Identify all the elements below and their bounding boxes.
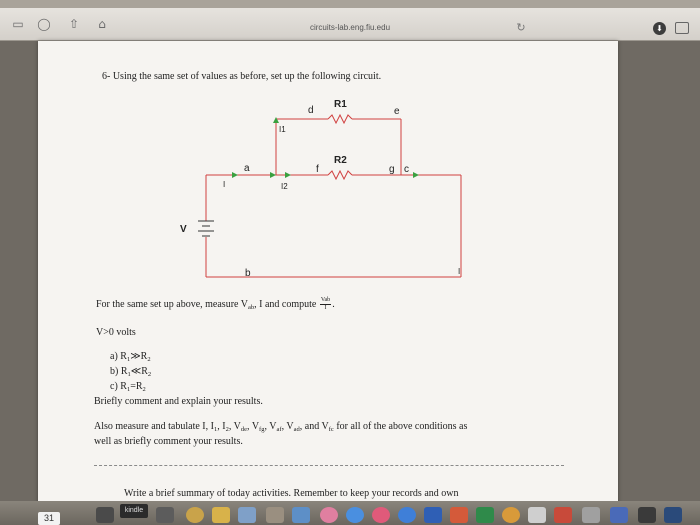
reload-icon[interactable]: ↻ [516, 21, 526, 34]
address-bar[interactable]: circuits-lab.eng.fiu.edu [309, 23, 391, 32]
sidebar-icon[interactable]: ▭ [12, 17, 24, 31]
label-i-bottom: I [458, 267, 461, 276]
resistor-r2-zigzag [328, 171, 352, 179]
question-heading: 6- Using the same set of values as before, set up the following circuit. [102, 71, 382, 82]
label-i2: I2 [281, 182, 288, 191]
circuit-diagram [38, 41, 618, 291]
tabs-overview-icon[interactable] [675, 22, 689, 34]
label-g: g [389, 164, 395, 175]
kindle-dock-icon[interactable]: kindle [120, 504, 148, 518]
tabulate-instruction-line1: Also measure and tabulate I, $I_1$, $I_2$, $V_{de}$, $V_{fg}$, $V_{af}$, $V_{ad}$, and $V_{fc}$ for all of the above conditions as [94, 421, 468, 433]
label-r2: R2 [334, 155, 347, 166]
label-v: V [180, 224, 187, 235]
arrow-i1 [273, 117, 279, 123]
app-dock-icon-2[interactable] [212, 507, 230, 523]
share-icon[interactable]: ⇧ [68, 17, 80, 31]
app-dock-icon-10[interactable] [582, 507, 600, 523]
label-i1: I1 [279, 125, 286, 134]
arrow-i [232, 172, 238, 178]
music-dock-icon[interactable] [372, 507, 390, 523]
app-dock-icon-12[interactable] [638, 507, 656, 523]
label-r1: R1 [334, 99, 347, 110]
photos-dock-icon[interactable] [186, 507, 204, 523]
label-a: a [244, 163, 250, 174]
summary-instruction: Write a brief summary of today activities. Remember to keep your records and own [124, 488, 459, 499]
voltage-condition: V>0 volts [96, 327, 136, 338]
app-dock-icon-6[interactable] [320, 507, 338, 523]
browser-toolbar [0, 8, 700, 41]
label-e: e [394, 106, 400, 117]
arrow-a [270, 172, 276, 178]
arrow-i2 [285, 172, 291, 178]
battery-symbol [198, 221, 214, 236]
menu-bar-strip [0, 0, 700, 8]
terminal-dock-icon[interactable] [96, 507, 114, 523]
app-dock-icon-5[interactable] [292, 507, 310, 523]
section-divider [94, 465, 564, 466]
label-i: I [223, 180, 226, 189]
comment-instruction: Briefly comment and explain your results. [94, 396, 263, 407]
download-icon[interactable]: ⬇ [653, 22, 666, 35]
app-dock-icon-9[interactable] [528, 507, 546, 523]
powerpoint-dock-icon[interactable] [450, 507, 468, 523]
reader-icon[interactable]: ◯ [37, 17, 51, 31]
resistor-r1-zigzag [328, 115, 352, 123]
label-f: f [316, 164, 319, 175]
document-page [38, 41, 618, 511]
app-dock-icon-1[interactable] [156, 507, 174, 523]
arrow-g [413, 172, 419, 178]
vab-over-i-fraction: $\frac{\text{Vab}}{I}$ [320, 297, 331, 311]
condition-c: c) $R_1=R_2$ [110, 381, 146, 393]
app-dock-icon-11[interactable] [610, 507, 628, 523]
condition-b: b) $R_1≪R_2$ [110, 366, 152, 378]
label-b: b [245, 268, 251, 279]
condition-a: a) $R_1≫R_2$ [110, 351, 151, 363]
measure-instruction: For the same set up above, measure $V_{ab}$, I and compute $\frac{\text{Vab}}{I}$ . [96, 297, 335, 311]
acrobat-dock-icon[interactable] [554, 507, 572, 523]
excel-dock-icon[interactable] [476, 507, 494, 523]
app-dock-icon-7[interactable] [398, 507, 416, 523]
app-dock-icon-4[interactable] [266, 507, 284, 523]
app-store-dock-icon[interactable] [346, 507, 364, 523]
app-dock-icon-3[interactable] [238, 507, 256, 523]
word-dock-icon[interactable] [424, 507, 442, 523]
app-dock-icon-8[interactable] [502, 507, 520, 523]
calendar-dock-icon[interactable]: 31 [38, 512, 60, 525]
app-dock-icon-13[interactable] [664, 507, 682, 523]
label-c: c [404, 164, 409, 175]
tabulate-instruction-line2: well as briefly comment your results. [94, 436, 243, 447]
home-icon[interactable]: ⌂ [98, 17, 106, 31]
label-d: d [308, 105, 314, 116]
